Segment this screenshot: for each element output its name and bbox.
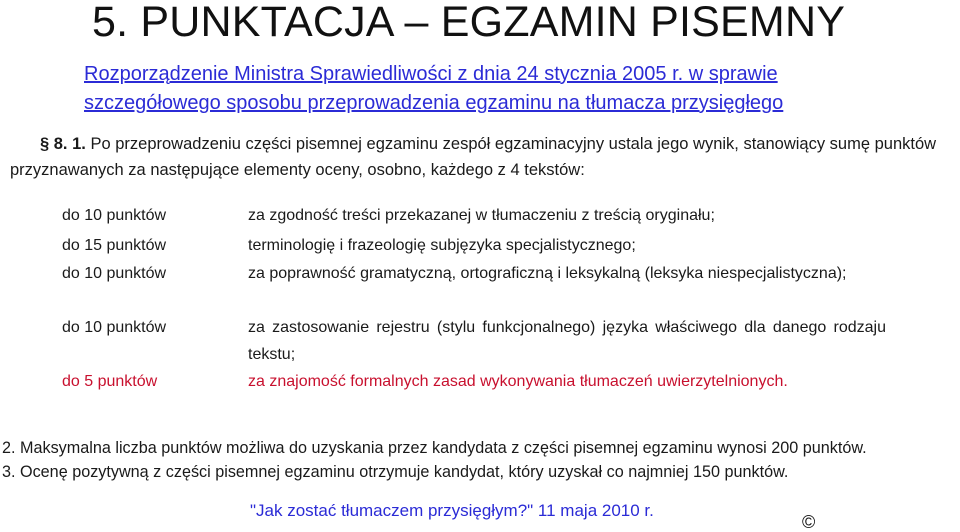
- point-3-text: 3. Ocenę pozytywną z części pisemnej egzaminu otrzymuje kandydat, który uzyskał co najmniej 150 punktów.: [2, 463, 789, 481]
- footer-quote: "Jak zostać tłumaczem przysięgłym?" 11 maja 2010 r.: [250, 501, 654, 520]
- slide-title: 5. PUNKTACJA – EGZAMIN PISEMNY: [92, 0, 846, 46]
- intro-text: Po przeprowadzeniu części pisemnej egzaminu zespół egzaminacyjny ustala jego wynik, stanowiący sumę punktów przyznawanych za następujące elementy oceny, osobno, każdego z 4 tekstów:: [10, 135, 937, 179]
- criterion-text: za zastosowanie rejestru (stylu funkcjonalnego) języka właściwego dla danego rodzaju tekstu;: [248, 319, 886, 363]
- criterion-text: za znajomość formalnych zasad wykonywania tłumaczeń uwierzytelnionych.: [248, 373, 788, 390]
- point-2-text: 2. Maksymalna liczba punktów możliwa do uzyskania przez kandydata z części pisemnej egzaminu wynosi 200 punktów.: [2, 439, 867, 457]
- points-label: do 10 punktów: [62, 319, 167, 336]
- criterion-text: za poprawność gramatyczną, ortograficzną i leksykalną (leksyka niespecjalistyczna);: [248, 265, 847, 282]
- criterion-text: terminologię i frazeologię subjęzyka specjalistycznego;: [248, 237, 636, 254]
- points-label: do 10 punktów: [62, 265, 167, 282]
- intro-paragraph: [10, 131, 955, 183]
- copyright-icon: ©: [802, 512, 816, 532]
- regulation-link[interactable]: Rozporządzenie Ministra Sprawiedliwości z dnia 24 stycznia 2005 r. w sprawie szczegółowego sposobu przeprowadzenia egzaminu na tłumacza przysięgłego: [84, 63, 784, 114]
- points-label: do 10 punktów: [62, 207, 167, 224]
- paragraph-number: § 8. 1.: [40, 135, 86, 153]
- points-label: do 15 punktów: [62, 237, 167, 254]
- points-label: do 5 punktów: [62, 373, 158, 390]
- criterion-text: za zgodność treści przekazanej w tłumaczeniu z treścią oryginału;: [248, 207, 715, 224]
